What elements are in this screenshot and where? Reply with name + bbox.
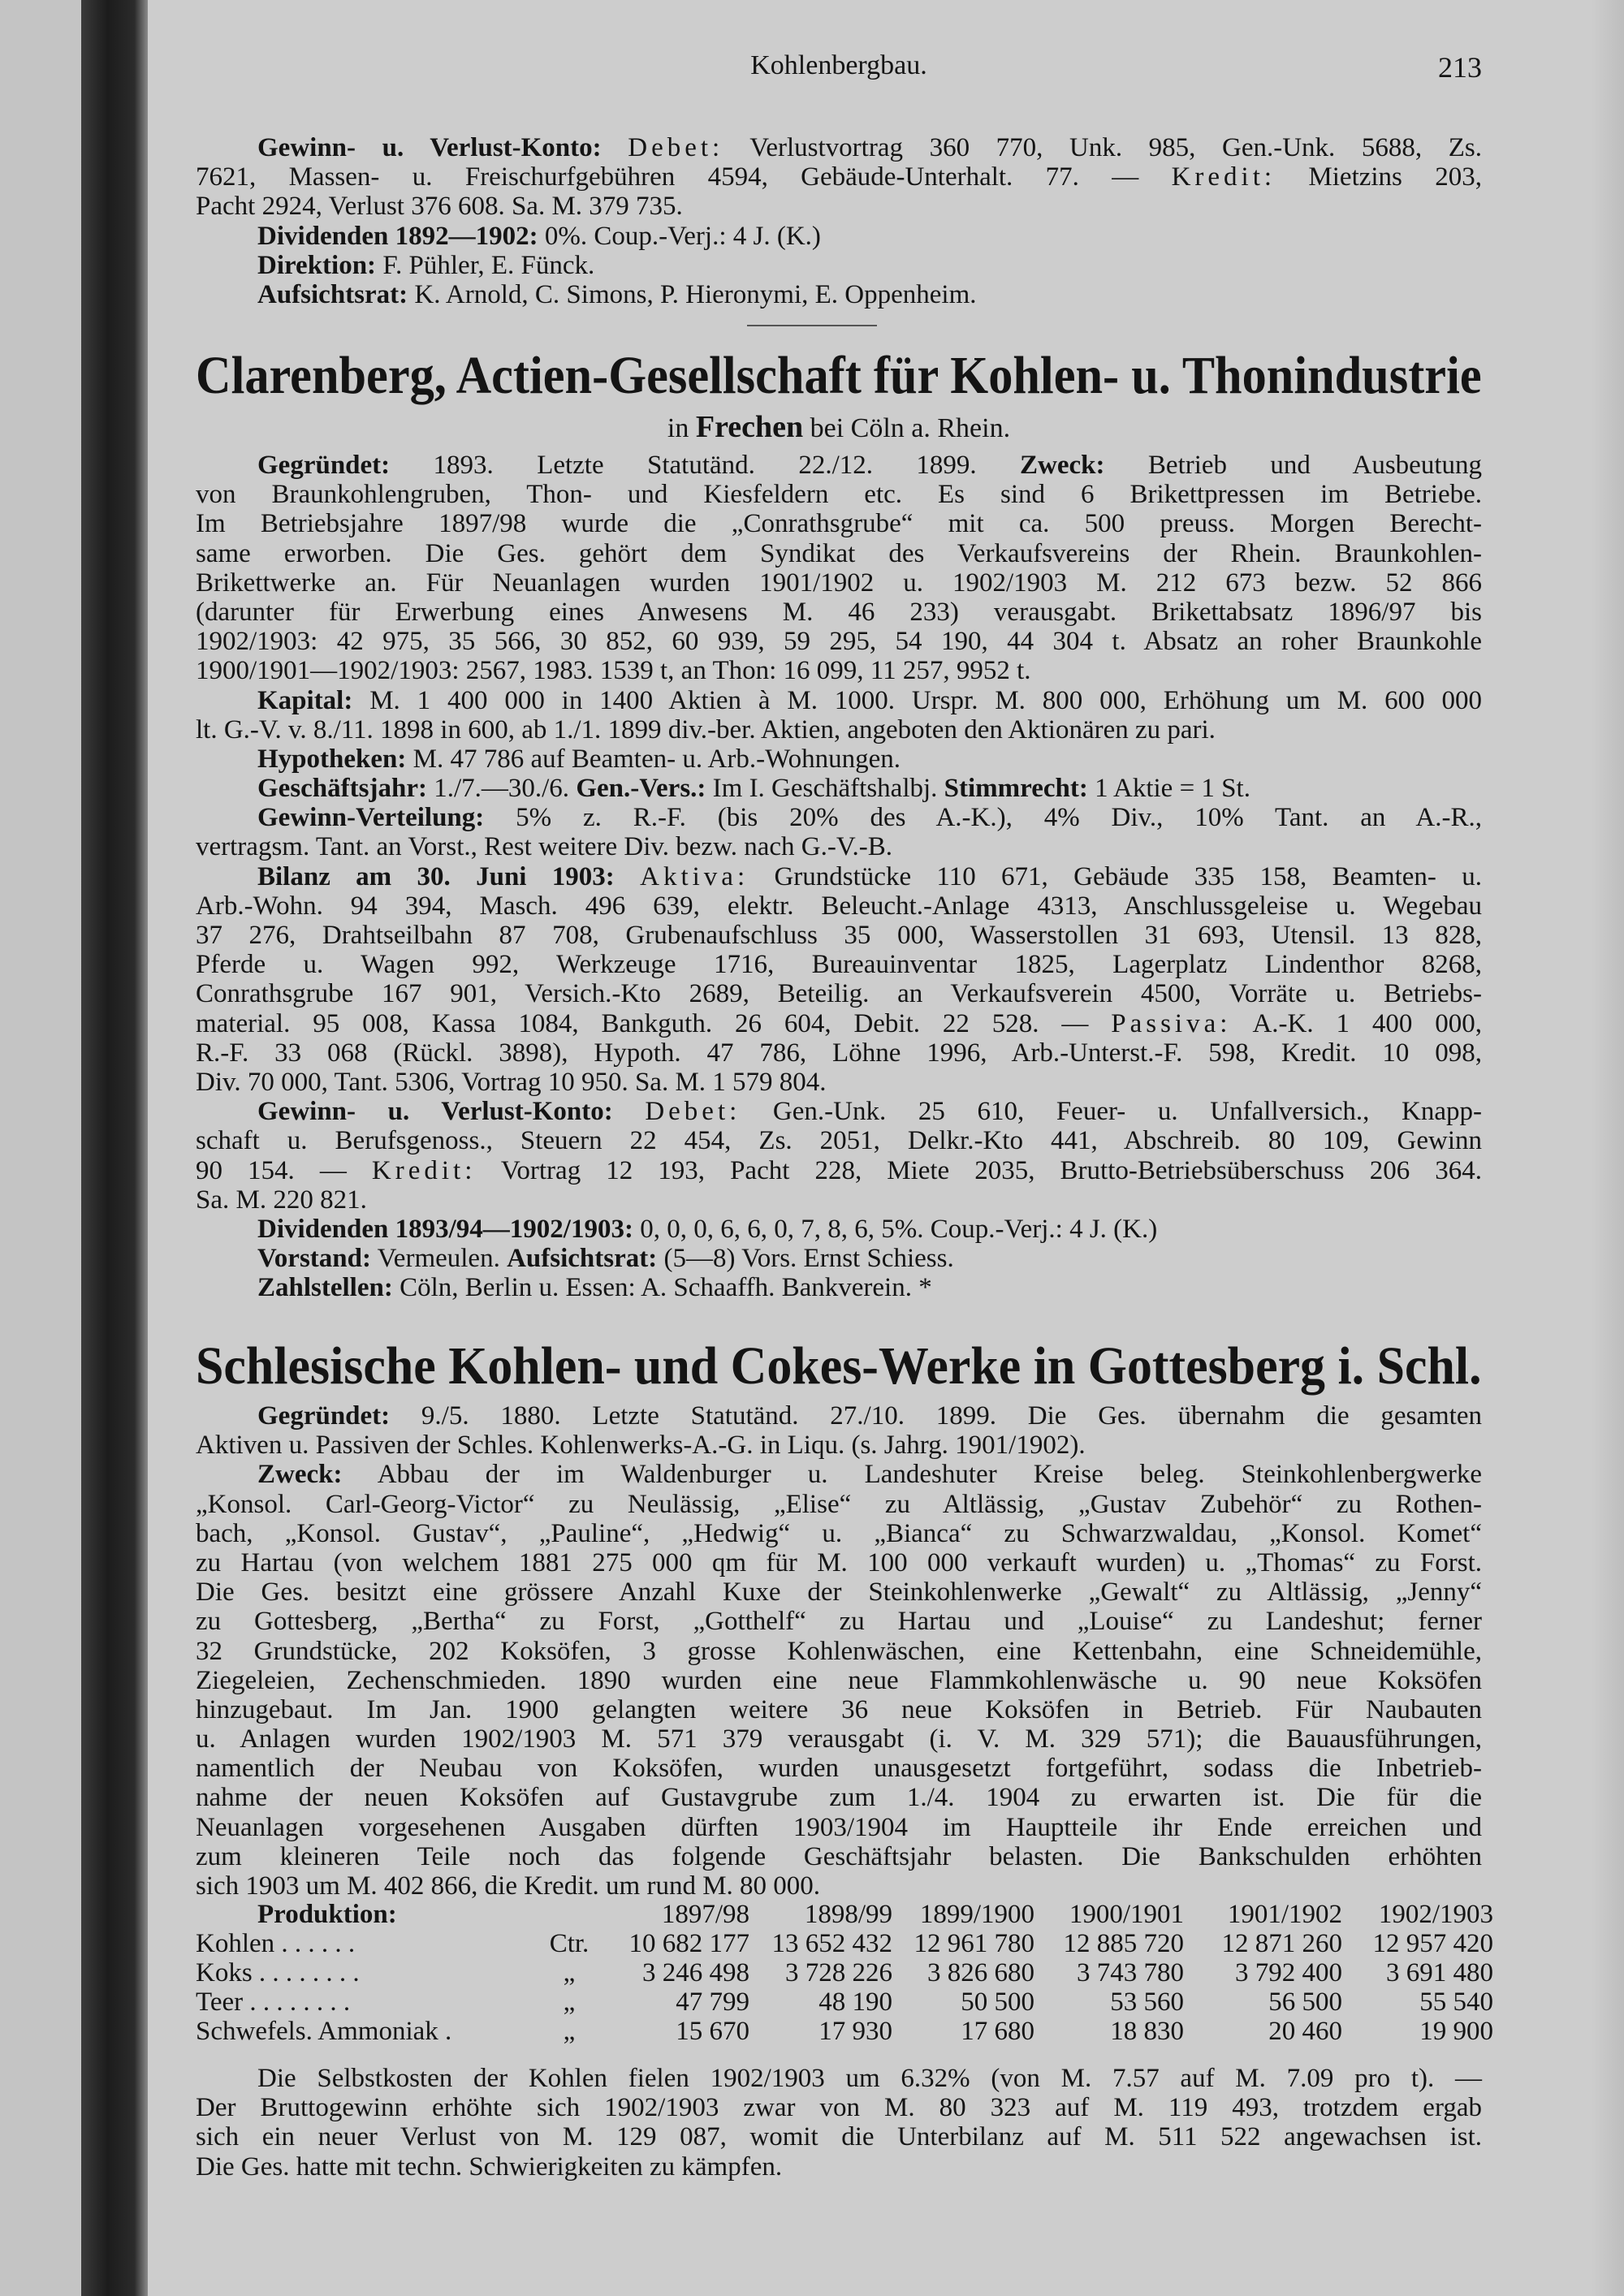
text-run: sich ein neuer Verlust von M. 129 087, womit die Unterbilanz auf M. 511 522 angewachsen ist.	[196, 2122, 1482, 2152]
text-run: Div. 70 000, Tant. 5306, Vortrag 10 950. Sa. M. 1 579 804.	[196, 1067, 827, 1097]
divider	[747, 325, 877, 326]
text-run: 90 154. —	[196, 1155, 372, 1185]
text-line	[196, 1097, 1482, 1126]
row-unit: „	[563, 2017, 576, 2046]
text-line	[196, 774, 1482, 803]
text-line	[196, 1577, 1482, 1607]
text-run: Abbau der im Waldenburger u. Landeshuter Kreise beleg. Steinkohlenbergwerke	[342, 1460, 1482, 1490]
text-line	[196, 686, 1482, 715]
text-run: Verlustvortrag 360 770, Unk. 985, Gen.-Unk. 5688, Zs.	[723, 133, 1482, 162]
previous-page-margin	[0, 0, 81, 2296]
table-row	[196, 2017, 1495, 2046]
text-run: 37 276, Drahtseilbahn 87 708, Grubenaufschluss 35 000, Wasserstollen 31 693, Utensil. 13 828,	[196, 921, 1482, 950]
text-line	[196, 1490, 1482, 1519]
text-line	[196, 1126, 1482, 1155]
year-header: 1900/1901	[1069, 1900, 1184, 1929]
text-line	[196, 1431, 1482, 1460]
row-label: Teer . . . . . . . .	[196, 1987, 351, 2017]
field-label: Vorstand:	[257, 1244, 371, 1274]
field-label: Geschäftsjahr:	[257, 774, 427, 804]
text-line	[196, 921, 1482, 950]
text-run: 32 Grundstücke, 202 Koksöfen, 3 grosse Kohlenwäschen, eine Kettenbahn, eine Schneidemühle,	[196, 1636, 1482, 1666]
text-run: Im I. Geschäftshalbj.	[706, 774, 944, 804]
account-side-label: Kredit:	[1171, 162, 1276, 192]
account-side-label: Kredit:	[371, 1155, 477, 1185]
text-line	[196, 979, 1482, 1008]
text-run: 0, 0, 0, 6, 6, 0, 7, 8, 6, 5%. Coup.-Verj.: 4 J. (K.)	[633, 1214, 1158, 1244]
table-cell: 12 961 780	[914, 1929, 1034, 1958]
text-run	[613, 1097, 646, 1126]
field-label: Zahlstellen:	[257, 1273, 393, 1303]
text-run: Die Ges. hatte mit techn. Schwierigkeiten zu kämpfen.	[196, 2151, 783, 2182]
account-side-label: Passiva:	[1111, 1008, 1232, 1038]
text-run: Pferde u. Wagen 992, Werkzeuge 1716, Bureauinventar 1825, Lagerplatz Lindenthor 8268,	[196, 950, 1482, 980]
text-line	[196, 1695, 1482, 1724]
text-run: schaft u. Berufsgenoss., Steuern 22 454, Zs. 2051, Delkr.-Kto 441, Abschreib. 80 109, Gewinn	[196, 1126, 1482, 1156]
table-row	[196, 1929, 1495, 1958]
text-run: zu Hartau (von welchem 1881 275 000 qm für M. 100 000 verkauft wurden) u. „Thomas“ zu Forst.	[196, 1547, 1482, 1577]
table-cell: 3 246 498	[642, 1958, 749, 1987]
row-unit: Ctr.	[549, 1929, 590, 1958]
row-label: Schwefels. Ammoniak .	[196, 2017, 452, 2046]
field-label: Hypotheken:	[257, 744, 407, 774]
table-cell: 3 792 400	[1235, 1958, 1342, 1987]
running-head	[196, 50, 1482, 86]
table-cell: 12 871 260	[1221, 1929, 1342, 1958]
table-cell: 17 930	[818, 2017, 892, 2046]
text-run: A.-K. 1 400 000,	[1231, 1008, 1482, 1038]
row-unit: „	[563, 1958, 576, 1987]
text-run: 7621, Massen- u. Freischurfgebühren 4594, Gebäude-Unterhalt. 77. —	[196, 162, 1172, 192]
table-row	[196, 1958, 1495, 1987]
text-run: M. 47 786 auf Beamten- u. Arb.-Wohnungen.	[406, 744, 901, 774]
production-table	[196, 1900, 1495, 2046]
text-run: F. Pühler, E. Fünck.	[376, 250, 595, 280]
location-suffix: bei Cöln a. Rhein.	[803, 413, 1011, 443]
text-line	[196, 222, 1482, 251]
field-label: Aufsichtsrat:	[257, 279, 408, 309]
text-line	[196, 1548, 1482, 1577]
text-line	[196, 1068, 1482, 1097]
text-line	[196, 1607, 1482, 1636]
account-side-label: Aktiva:	[640, 861, 749, 891]
text-run: material. 95 008, Kassa 1084, Bankguth. 26 604, Debit. 22 528. —	[196, 1008, 1112, 1038]
location-prefix: in	[667, 413, 696, 443]
text-line	[196, 598, 1482, 627]
year-header: 1899/1900	[919, 1900, 1034, 1929]
text-line	[196, 1871, 1482, 1901]
text-line	[196, 803, 1482, 832]
text-run: namentlich der Neubau von Koksöfen, wurden unausgesetzt fortgeführt, sodass die Inbetrieb-	[196, 1754, 1482, 1784]
table-cell: 3 743 780	[1077, 1958, 1184, 1987]
book-gutter	[81, 0, 148, 2296]
text-run: Vermeulen.	[370, 1244, 508, 1274]
field-label: Zweck:	[257, 1460, 343, 1490]
text-run: zum kleineren Teile noch das folgende Geschäftsjahr belasten. Die Bankschulden erhöhten	[196, 1841, 1482, 1871]
row-unit: „	[563, 1987, 576, 2017]
text-line	[196, 656, 1482, 685]
text-line	[196, 1185, 1482, 1215]
year-header: 1901/1902	[1227, 1900, 1342, 1929]
text-line	[196, 1783, 1482, 1812]
page-edge	[1592, 0, 1624, 2296]
table-cell: 10 682 177	[628, 1929, 749, 1958]
text-run: Neuanlagen vorgesehenen Ausgaben dürften 1903/1904 im Hauptteile ihr Ende erreichen und	[196, 1812, 1482, 1842]
text-run: 9./5. 1880. Letzte Statutänd. 27./10. 1899. Die Ges. übernahm die gesamten	[390, 1401, 1482, 1431]
text-line	[196, 715, 1482, 744]
year-header: 1898/99	[804, 1900, 892, 1929]
table-cell: 47 799	[676, 1987, 749, 2017]
table-cell: 17 680	[961, 2017, 1034, 2046]
text-run: Aktiven u. Passiven der Schles. Kohlenwerks-A.-G. in Liqu. (s. Jahrg. 1901/1902).	[196, 1431, 1086, 1461]
field-label: Zweck:	[1020, 451, 1105, 480]
text-line	[196, 539, 1482, 568]
text-line	[196, 1244, 1482, 1273]
field-label: Gewinn-Verteilung:	[257, 803, 485, 833]
text-line	[196, 1156, 1482, 1185]
text-run	[602, 133, 628, 162]
text-line	[196, 1038, 1482, 1068]
table-cell: 3 728 226	[785, 1958, 892, 1987]
location-place: Frechen	[695, 410, 804, 444]
text-line	[196, 1273, 1482, 1302]
text-line	[196, 2152, 1482, 2182]
year-header: 1897/98	[661, 1900, 749, 1929]
text-run: M. 1 400 000 in 1400 Aktien à M. 1000. Urspr. M. 800 000, Erhöhung um M. 600 000	[352, 685, 1482, 715]
field-label: Bilanz am 30. Juni 1903:	[257, 861, 615, 891]
text-run: Sa. M. 220 821.	[196, 1185, 367, 1215]
text-run: Arb.-Wohn. 94 394, Masch. 496 639, elektr. Beleucht.-Anlage 4313, Anschlussgeleise u. Wegebau	[196, 891, 1482, 921]
text-run: 1./7.—30./6.	[426, 774, 577, 804]
running-head-title: Kohlenbergbau.	[750, 50, 927, 80]
text-run: nahme der neuen Koksöfen auf Gustavgrube zum 1./4. 1904 zu erwarten ist. Die für die	[196, 1783, 1482, 1813]
text-line	[196, 1842, 1482, 1871]
company-heading-clarenberg: Clarenberg, Actien-Gesellschaft für Kohlen- u. Thonindustrie	[196, 346, 1482, 405]
production-label: Produktion:	[257, 1900, 397, 1929]
table-cell: 18 830	[1110, 2017, 1184, 2046]
field-label: Dividenden 1893/94—1902/1903:	[257, 1214, 633, 1244]
text-run: bach, „Konsol. Gustav“, „Pauline“, „Hedwig“ u. „Bianca“ zu Schwarzwaldau, „Konsol. Komet“	[196, 1518, 1482, 1548]
text-run: Pacht 2924, Verlust 376 608. Sa. M. 379 735.	[196, 192, 683, 222]
text-line	[196, 509, 1482, 538]
text-line	[196, 251, 1482, 280]
table-cell: 48 190	[818, 1987, 892, 2017]
text-run: von Braunkohlengruben, Thon- und Kiesfeldern etc. Es sind 6 Brikettpressen im Betriebe.	[196, 480, 1482, 510]
table-cell: 3 826 680	[927, 1958, 1034, 1987]
row-label: Kohlen . . . . . .	[196, 1929, 356, 1958]
text-line	[196, 1009, 1482, 1038]
field-label: Gegründet:	[257, 1401, 391, 1431]
text-run: Mietzins 203,	[1276, 162, 1482, 192]
text-line	[196, 1519, 1482, 1548]
text-line	[196, 192, 1482, 221]
field-label: Gewinn- u. Verlust-Konto:	[257, 133, 602, 162]
text-run: zu Gottesberg, „Bertha“ zu Forst, „Gotthelf“ zu Hartau und „Louise“ zu Landeshut; ferner	[196, 1607, 1482, 1637]
text-line	[196, 1401, 1482, 1431]
text-line	[196, 627, 1482, 656]
text-line	[196, 2064, 1482, 2093]
entry-clarenberg	[196, 451, 1482, 1302]
row-label: Koks . . . . . . . .	[196, 1958, 360, 1987]
production-table-header	[196, 1900, 1495, 1929]
text-run: u. Anlagen wurden 1902/1903 M. 571 379 verausgabt (i. V. M. 329 571); die Bauausführungen,	[196, 1724, 1482, 1754]
field-label: Kapital:	[257, 685, 353, 715]
text-line	[196, 133, 1482, 162]
text-run: R.-F. 33 068 (Rückl. 3898), Hypoth. 47 786, Löhne 1996, Arb.-Unterst.-F. 598, Kredit. 10 098,	[196, 1038, 1482, 1068]
field-label: Stimmrecht:	[944, 774, 1088, 804]
table-cell: 12 957 420	[1372, 1929, 1493, 1958]
text-run: Conrathsgrube 167 901, Versich.-Kto 2689, Beteilig. an Verkaufsverein 4500, Vorräte u. Betriebs-	[196, 979, 1482, 1009]
text-run: Vortrag 12 193, Pacht 228, Miete 2035, Brutto-Betriebsüberschuss 206 364.	[476, 1155, 1482, 1185]
text-run: Der Bruttogewinn erhöhte sich 1902/1903 zwar von M. 80 323 auf M. 119 493, trotzdem ergab	[196, 2093, 1482, 2123]
text-run: 1902/1903: 42 975, 35 566, 30 852, 60 939, 59 295, 54 190, 44 304 t. Absatz an roher Braunkohle	[196, 627, 1482, 657]
text-line	[196, 451, 1482, 480]
text-line	[196, 568, 1482, 598]
text-line	[196, 1666, 1482, 1695]
field-label: Direktion:	[257, 250, 377, 280]
text-line	[196, 1460, 1482, 1489]
text-run: „Konsol. Carl-Georg-Victor“ zu Neulässig, „Elise“ zu Altlässig, „Gustav Zubehör“ zu Rothen-	[196, 1489, 1482, 1519]
company-heading-schlesische: Schlesische Kohlen- und Cokes-Werke in Gottesberg i. Schl.	[196, 1336, 1482, 1396]
table-cell: 13 652 432	[771, 1929, 892, 1958]
text-run: Cöln, Berlin u. Essen: A. Schaaffh. Bankverein. *	[392, 1273, 932, 1303]
field-label: Dividenden 1892—1902:	[257, 221, 538, 251]
text-run: 0%. Coup.-Verj.: 4 J. (K.)	[538, 221, 821, 251]
text-run: Betrieb und Ausbeutung	[1104, 451, 1482, 480]
table-cell: 3 691 480	[1386, 1958, 1493, 1987]
text-line	[196, 1813, 1482, 1842]
text-line	[196, 2093, 1482, 2122]
company-location	[196, 409, 1482, 445]
table-cell: 20 460	[1268, 2017, 1342, 2046]
table-row	[196, 1987, 1495, 2017]
table-cell: 12 885 720	[1063, 1929, 1184, 1958]
text-run: hinzugebaut. Im Jan. 1900 gelangten weitere 36 neue Koksöfen in Betrieb. Für Naubauten	[196, 1694, 1482, 1724]
page-number: 213	[1438, 51, 1482, 84]
text-line	[196, 480, 1482, 509]
table-cell: 53 560	[1110, 1987, 1184, 2017]
field-label: Gen.-Vers.:	[576, 774, 706, 804]
text-run: (5—8) Vors. Ernst Schiess.	[657, 1244, 954, 1274]
field-label: Gegründet:	[257, 451, 391, 480]
table-cell: 50 500	[961, 1987, 1034, 2017]
text-run: Brikettwerke an. Für Neuanlagen wurden 1901/1902 u. 1902/1903 M. 212 673 bezw. 52 866	[196, 568, 1482, 598]
text-line	[196, 1637, 1482, 1666]
table-cell: 56 500	[1268, 1987, 1342, 2017]
text-run: K. Arnold, C. Simons, P. Hieronymi, E. Oppenheim.	[408, 279, 977, 309]
table-cell: 19 900	[1419, 2017, 1493, 2046]
text-run: Im Betriebsjahre 1897/98 wurde die „Conrathsgrube“ mit ca. 500 preuss. Morgen Berecht-	[196, 509, 1482, 539]
text-line	[196, 832, 1482, 861]
text-run: vertragsm. Tant. an Vorst., Rest weitere Div. bezw. nach G.-V.-B.	[196, 832, 892, 862]
text-line	[196, 2122, 1482, 2151]
year-header: 1902/1903	[1378, 1900, 1493, 1929]
text-run: lt. G.-V. v. 8./11. 1898 in 600, ab 1./1. 1899 div.-ber. Aktien, angeboten den Aktionären zu pari.	[196, 714, 1216, 744]
account-side-label: Debet:	[645, 1097, 741, 1127]
field-label: Gewinn- u. Verlust-Konto:	[257, 1097, 613, 1127]
field-label: Aufsichtsrat:	[507, 1244, 658, 1274]
text-run: 1 Aktie = 1 St.	[1087, 774, 1250, 804]
text-line	[196, 162, 1482, 192]
table-cell: 15 670	[676, 2017, 749, 2046]
text-line	[196, 1215, 1482, 1244]
account-side-label: Debet:	[628, 133, 724, 162]
entry-schlesische	[196, 1401, 1482, 1901]
text-run: Grundstücke 110 671, Gebäude 335 158, Beamten- u.	[749, 861, 1483, 891]
text-run	[615, 862, 640, 891]
text-run: Die Ges. besitzt eine grössere Anzahl Kuxe der Steinkohlenwerke „Gewalt“ zu Altlässig, „Jenny“	[196, 1577, 1482, 1608]
entry-schlesische-closing	[196, 2064, 1482, 2182]
text-run: same erworben. Die Ges. gehört dem Syndikat des Verkaufsvereins der Rhein. Braunkohlen-	[196, 538, 1482, 568]
text-run: Die Selbstkosten der Kohlen fielen 1902/1903 um 6.32% (von M. 7.57 auf M. 7.09 pro t). —	[257, 2064, 1482, 2093]
text-run: (darunter für Erwerbung eines Anwesens M. 46 233) verausgabt. Brikettabsatz 1896/97 bis	[196, 597, 1482, 627]
text-line	[196, 891, 1482, 921]
text-run: sich 1903 um M. 402 866, die Kredit. um rund M. 80 000.	[196, 1871, 821, 1901]
text-run: 5% z. R.-F. (bis 20% des A.-K.), 4% Div., 10% Tant. an A.-R.,	[484, 803, 1482, 833]
text-line	[196, 280, 1482, 309]
entry-continuation	[196, 133, 1482, 309]
text-run: 1893. Letzte Statutänd. 22./12. 1899.	[390, 451, 1021, 480]
text-run: 1900/1901—1902/1903: 2567, 1983. 1539 t, an Thon: 16 099, 11 257, 9952 t.	[196, 656, 1031, 686]
text-line	[196, 950, 1482, 979]
text-run: Gen.-Unk. 25 610, Feuer- u. Unfallversich., Knapp-	[741, 1097, 1482, 1127]
text-line	[196, 744, 1482, 774]
table-cell: 55 540	[1419, 1987, 1493, 2017]
text-line	[196, 862, 1482, 891]
text-line	[196, 1754, 1482, 1783]
text-line	[196, 1724, 1482, 1754]
text-run: Ziegeleien, Zechenschmieden. 1890 wurden eine neue Flammkohlenwäsche u. 90 neue Koksöfen	[196, 1665, 1482, 1695]
